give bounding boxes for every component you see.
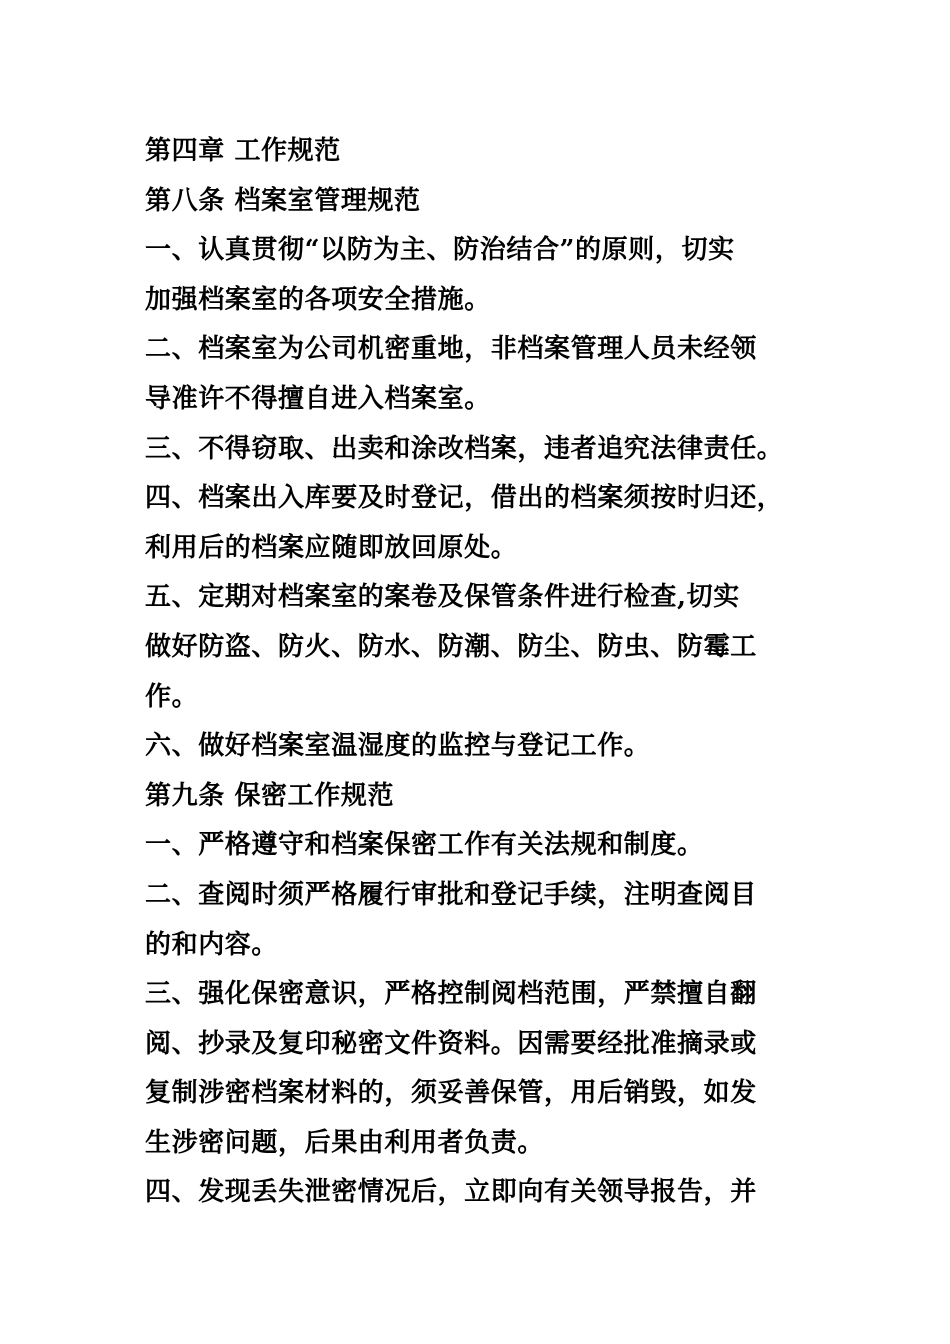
- text-line: 三、强化保密意识，严格控制阅档范围，严禁擅自翻: [145, 979, 757, 1010]
- text-line: 生涉密问题，后果由利用者负责。: [145, 1127, 545, 1158]
- text-line: 二、档案室为公司机密重地，非档案管理人员未经领: [145, 334, 757, 365]
- text-line: 五、定期对档案室的案卷及保管条件进行检查,切实: [145, 582, 740, 613]
- text-line: 复制涉密档案材料的，须妥善保管，用后销毁，如发: [145, 1078, 757, 1109]
- text-line: 利用后的档案应随即放回原处。: [145, 532, 518, 563]
- text-line: 三、不得窃取、出卖和涂改档案，违者追究法律责任。: [145, 433, 784, 464]
- text-line: 一、严格遵守和档案保密工作有关法规和制度。: [145, 830, 704, 861]
- text-line: 四、档案出入库要及时登记，借出的档案须按时归还，: [145, 483, 784, 514]
- text-line: 导准许不得擅自进入档案室。: [145, 383, 491, 414]
- text-line: 阅、抄录及复印秘密文件资料。因需要经批准摘录或: [145, 1028, 757, 1059]
- text-line: 二、查阅时须严格履行审批和登记手续，注明查阅目: [145, 879, 757, 910]
- text-line: 做好防盗、防火、防水、防潮、防尘、防虫、防霉工: [145, 631, 757, 662]
- text-line: 作。: [145, 681, 199, 712]
- article-heading: 第八条 档案室管理规范: [145, 185, 421, 216]
- text-line: 四、发现丢失泄密情况后，立即向有关领导报告，并: [145, 1177, 757, 1208]
- text-line: 的和内容。: [145, 929, 279, 960]
- article-heading: 第九条 保密工作规范: [145, 780, 395, 811]
- chapter-heading: 第四章 工作规范: [145, 136, 341, 166]
- text-line: 加强档案室的各项安全措施。: [145, 284, 491, 315]
- document-body: [145, 127, 817, 1218]
- text-line: 六、做好档案室温湿度的监控与登记工作。: [145, 731, 651, 762]
- text-line: 一、认真贯彻“以防为主、防治结合”的原则，切实: [145, 235, 735, 266]
